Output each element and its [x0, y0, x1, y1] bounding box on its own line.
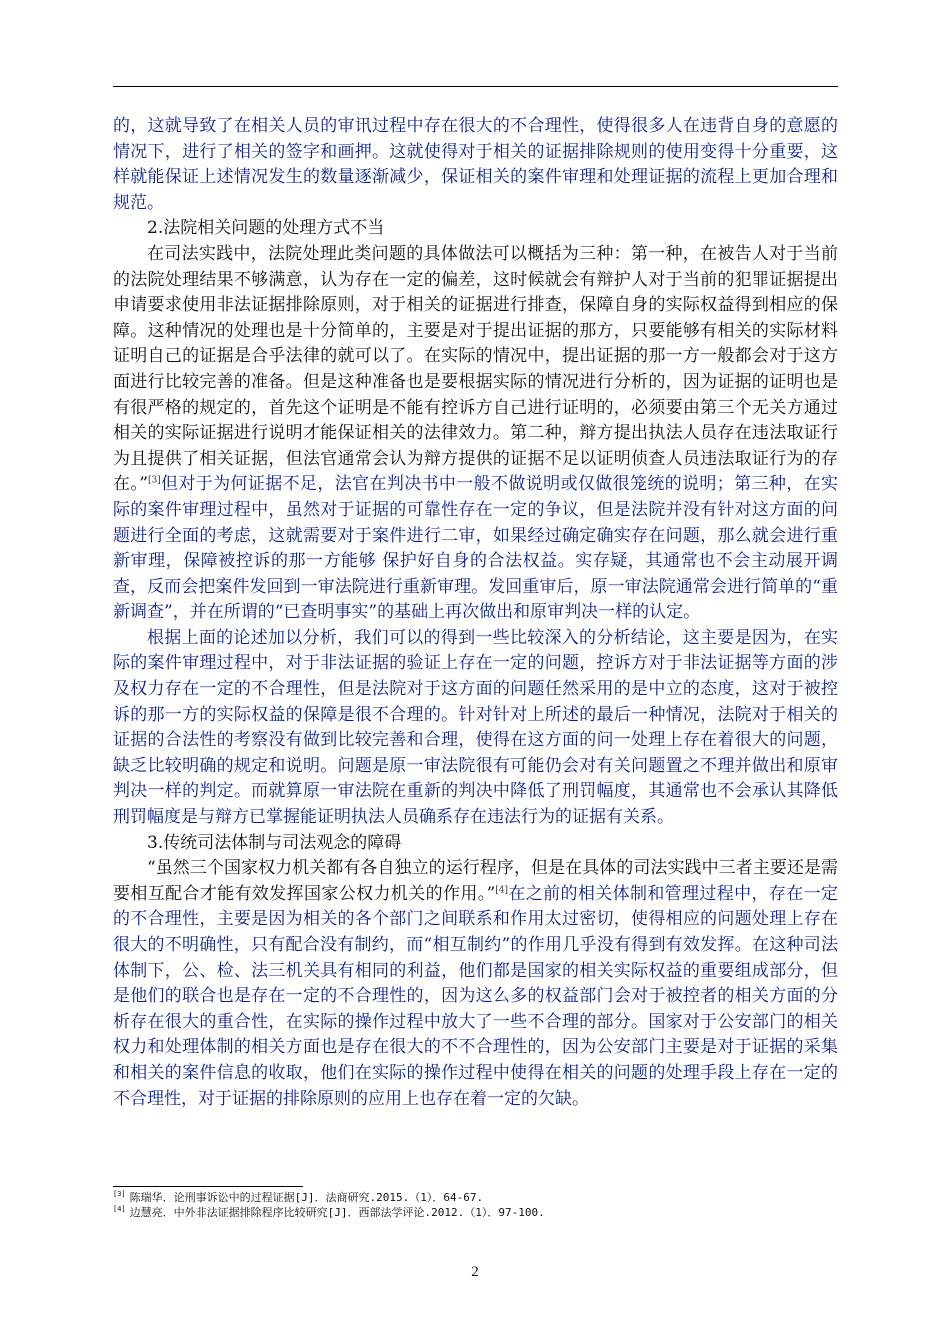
paragraph-judicial-system-body: 在之前的相关体制和管理过程中，存在一定的不合理性，主要是因为相关的各个部门之间联系和作用太过密切，使得相应的问题处理上存在很大的不明确性，只有配合没有制约，而“相互制约”的作用几乎没有得到有效发挥。在这种司法体制下，公、检、法三机关具有相同的利益，他们都是国家的相关实际权益的重要组成部分，但是他们的联合也是存在一定的不合理性的，因为这么多的权益部门会对于被控者的相关方面的分析存在很大的重合性，在实际的操作过程中放大了一些不合理的部分。国家对于公安部门的相关权力和处理体制的相关方面也是存在很大的不不合理性的，因为公安部门主要是对于证据的采集和相关的案件信息的收取，他们在实际的操作过程中使得在相关的问题的处理手段上存在一定的不合理性，对于证据的排除原则的应用上也存在着一定的欠缺。: [113, 883, 838, 1109]
page-number: 2: [471, 1264, 479, 1280]
paragraph-judicial-system: [113, 856, 838, 1112]
footnote-text: 陈瑞华．论刑事诉讼中的过程证据[J]．法商研究.2015.（1）．64-67.: [129, 1191, 484, 1204]
paragraph-continuation: 的，这就导致了在相关人员的审讯过程中存在很大的不合理性，使得很多人在违背自身的意愿的情况下，进行了相关的签字和画押。这就使得对于相关的证据排除规则的使用变得十分重要，这样就能保证上述情况发生的数量逐渐减少，保证相关的案件审理和处理证据的流程上更加合理和规范。: [113, 116, 838, 213]
section-heading-2: 2.法院相关问题的处理方式不当: [147, 218, 385, 239]
footnote-mark: [3]: [113, 1190, 126, 1199]
body-text: [113, 114, 838, 1112]
paragraph-court-handling-part1: 在司法实践中，法院处理此类问题的具体做法可以概括为三种：第一种，在被告人对于当前的法院处理结果不够满意，认为存在一定的偏差，这时候就会有辩护人对于当前的犯罪证据提出申请要求使用非法证据排除原则，对于相关的证据进行排查，保障自身的实际权益得到相应的保障。这种情况的处理也是十分简单的，主要是对于提出证据的那方，只要能够有相关的实际材料证明自己的证据是合乎法律的就可以了。在实际的情况中，提出证据的那一方一般都会对于这方面进行比较完善的准备。但是这种准备也是要根据实际的情况进行分析的，因为证据的证明也是有很严格的规定的，首先这个证明是不能有控诉方自己进行证明的，必须要由第三个无关方通过相关的实际证据进行说明才能保证相关的法律效力。第二种，辩方提出执法人员存在违法取证行为且提供了相关证据，但法官通常会认为辩方提供的证据不足以证明侦查人员违法取证行为的存在。”: [113, 243, 838, 495]
section-heading-3: 3.传统司法体制与司法观念的障碍: [147, 832, 402, 853]
paragraph-judicial-system-quote: “虽然三个国家权力机关都有各自独立的运行程序，但是在具体的司法实践中三者主要还是需要相互配合才能有效发挥国家公权力机关的作用。”: [113, 858, 838, 904]
header-rule: [113, 86, 838, 87]
footnote-text: 边慧亮．中外非法证据排除程序比较研究[J]．西部法学评论.2012.（1）．97-100.: [129, 1206, 545, 1219]
footnotes: [113, 1190, 838, 1220]
footnote-item: [113, 1205, 838, 1220]
footnote-rule: [113, 1186, 303, 1187]
footnote-mark: [4]: [113, 1205, 126, 1214]
footnote-ref-4[interactable]: [4]: [495, 885, 509, 896]
paragraph-analysis: 根据上面的论述加以分析，我们可以的得到一些比较深入的分析结论，这主要是因为，在实际的案件审理过程中，对于非法证据的验证上存在一定的问题，控诉方对于非法证据等方面的涉及权力存在一定的不合理性，但是法院对于这方面的问题任然采用的是中立的态度，这对于被控诉的那一方的实际权益的保障是很不合理的。针对针对上所述的最后一种情况，法院对于相关的证据的合法性的考察没有做到比较完善和合理，使得在这方面的问一处理上存在着很大的问题，缺乏比较明确的规定和说明。问题是原一审法院很有可能仍会对有关问题置之不理并做出和原审判决一样的判定。而就算原一审法院在重新的判决中降低了刑罚幅度，其通常也不会承认其降低刑罚幅度是与辩方已掌握能证明执法人员确系存在违法行为的证据有关系。: [113, 627, 838, 828]
paragraph-court-handling: [113, 242, 838, 626]
footnote-item: [113, 1190, 838, 1205]
paragraph-court-handling-part2: 但对于为何证据不足，法官在判决书中一般不做说明或仅做很笼统的说明；第三种，在实际的案件审理过程中，虽然对于证据的可靠性存在一定的争议，但是法院并没有针对这方面的问题进行全面的考虑，这就需要对于案件进行二审，如果经过确定确实存在问题，那么就会进行重新审理，保障被控诉的那一方能够 保护好自身的合法权益。实存疑，其通常也不会主动展开调查，反而会把案件发回到一审法院进行重新审理。发回重审后，原一审法院通常会进行简单的“重新调查”，并在所谓的“已查明事实”的基础上再次做出和原审判决一样的认定。: [113, 474, 838, 623]
footnote-ref-3[interactable]: [3]: [147, 475, 161, 486]
